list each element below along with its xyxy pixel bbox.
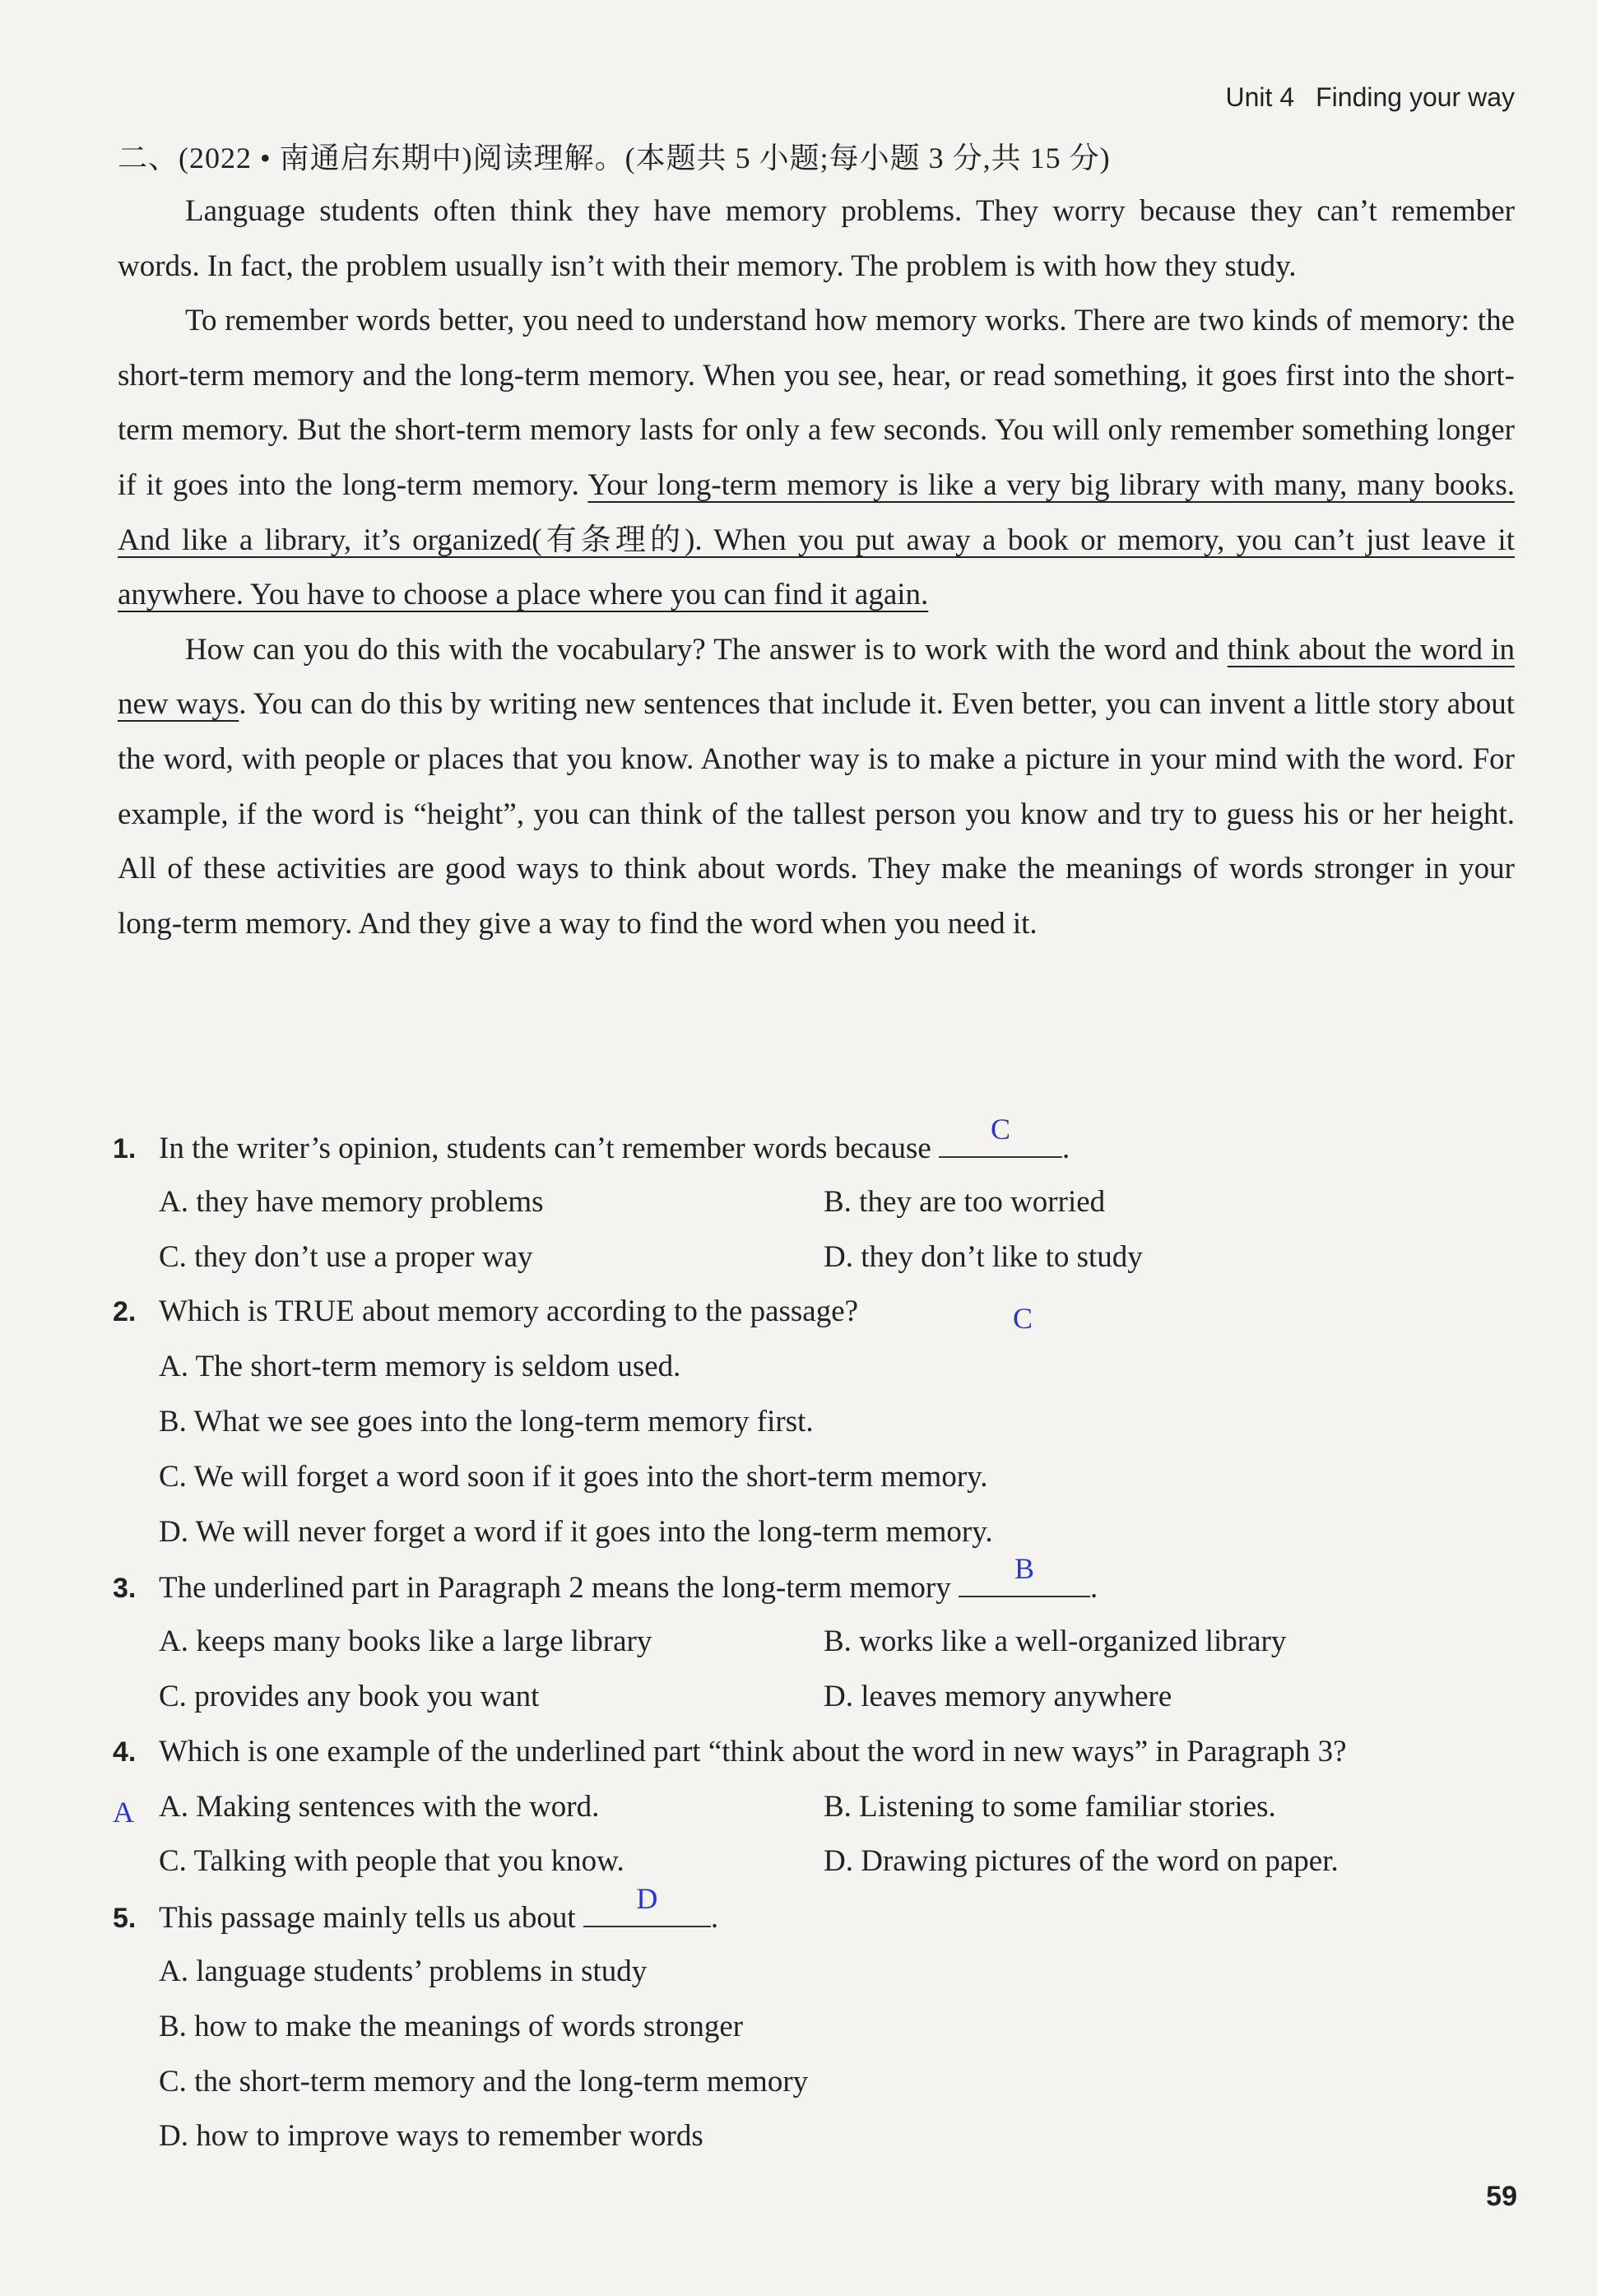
option-row <box>113 1395 1520 1450</box>
option-a[interactable]: A. language students’ problems in study <box>159 1954 648 1988</box>
handwritten-answer: C <box>1013 1302 1033 1336</box>
option-row <box>113 1780 1520 1835</box>
paragraph-2-underlined: Your long-term memory is like a very big library with many, many books. And like a library, it’s organized(有条理的). When you put away a book or memory, you can’t just leave it anywhere. You have to choose a place where you can find it again. <box>118 467 1515 612</box>
option-row <box>113 2055 1520 2110</box>
answer-blank[interactable] <box>959 1552 1090 1597</box>
answer-blank[interactable] <box>583 1882 711 1927</box>
option-c[interactable]: C. Talking with people that you know. <box>159 1844 624 1879</box>
question-period: . <box>710 1901 719 1936</box>
page-header <box>1226 82 1515 113</box>
question-2 <box>113 1285 1520 1340</box>
option-row <box>113 1505 1520 1560</box>
question-stem: In the writer’s opinion, students can’t remember words because <box>159 1132 931 1165</box>
option-b[interactable]: B. What we see goes into the long-term memory first. <box>159 1404 814 1438</box>
question-stem: This passage mainly tells us about <box>159 1901 576 1936</box>
question-number: 3. <box>113 1573 137 1605</box>
paragraph-1: Language students often think they have memory problems. They worry because they can’t remember words. In fact, the problem usually isn’t with their memory. The problem is with how they study. <box>118 194 1515 283</box>
handwritten-answer: B <box>1014 1552 1034 1586</box>
option-a[interactable]: A. The short-term memory is seldom used. <box>159 1350 681 1384</box>
paragraph-2-text: To remember words better, you need to understand how memory works. There are two kinds of memory: the short-term memory and the long-term memory. When you see, hear, or read something, it goes first into the short-term memory. But the short-term memory lasts for only a few seconds. You will only remember something longer if it goes into the long-term memory. <box>118 304 1515 502</box>
paragraph-3-underlined: think about the word in new ways <box>118 632 1515 722</box>
question-period: . <box>1062 1132 1070 1165</box>
unit-label: Unit 4 <box>1225 82 1295 112</box>
question-5 <box>113 1882 1520 1945</box>
handwritten-answer: A <box>113 1795 134 1829</box>
answer-blank[interactable] <box>939 1113 1062 1158</box>
option-row <box>113 1615 1520 1670</box>
question-4 <box>113 1725 1520 1780</box>
question-number: 1. <box>113 1133 137 1164</box>
page-number: 59 <box>1486 2181 1517 2212</box>
option-c[interactable]: C. they don’t use a proper way <box>159 1239 533 1274</box>
option-d[interactable]: D. Drawing pictures of the word on paper. <box>824 1844 1339 1879</box>
question-number: 2. <box>113 1296 137 1328</box>
option-c[interactable]: C. the short-term memory and the long-term memory <box>159 2064 809 2098</box>
option-b[interactable]: B. works like a well-organized library <box>824 1624 1287 1659</box>
option-a[interactable]: A. Making sentences with the word. <box>159 1789 600 1824</box>
option-b[interactable]: B. they are too worried <box>824 1184 1106 1219</box>
option-d[interactable]: D. leaves memory anywhere <box>824 1679 1172 1713</box>
option-row <box>113 1175 1520 1230</box>
question-stem: The underlined part in Paragraph 2 means the long-term memory <box>159 1571 951 1606</box>
question-3 <box>113 1552 1520 1615</box>
question-period: . <box>1089 1571 1098 1606</box>
paragraph-3 <box>118 623 1515 952</box>
option-b[interactable]: B. how to make the meanings of words stronger <box>159 2009 744 2043</box>
option-d[interactable]: D. they don’t like to study <box>824 1239 1143 1274</box>
option-b[interactable]: B. Listening to some familiar stories. <box>824 1789 1276 1824</box>
option-a[interactable]: A. they have memory problems <box>159 1184 544 1219</box>
option-row <box>113 1834 1520 1889</box>
handwritten-answer: C <box>991 1113 1011 1146</box>
paragraph-3-text-after: . You can do this by writing new sentences that include it. Even better, you can invent a little story about the word, with people or places that you know. Another way is to make a picture in your mind with the word. For example, if the word is “height”, you can think of the tallest person you know and try to guess his or her height. All of these activities are good ways to think about words. They make the meanings of words stronger in your long-term memory. And they give a way to find the word when you need it. <box>118 687 1515 941</box>
option-row <box>113 1340 1520 1395</box>
question-number: 5. <box>113 1903 137 1935</box>
option-row <box>113 1230 1520 1285</box>
question-stem: Which is one example of the underlined part “think about the word in new ways” in Paragraph 3? <box>159 1734 1347 1768</box>
option-c[interactable]: C. We will forget a word soon if it goes into the short-term memory. <box>159 1459 988 1494</box>
option-row <box>113 1670 1520 1725</box>
question-number: 4. <box>113 1736 137 1768</box>
option-d[interactable]: D. how to improve ways to remember words <box>159 2119 703 2154</box>
option-a[interactable]: A. keeps many books like a large library <box>159 1624 652 1659</box>
option-row <box>113 1450 1520 1505</box>
question-stem: Which is TRUE about memory according to the passage? <box>159 1294 859 1329</box>
paragraph-2 <box>118 294 1515 623</box>
option-row <box>113 1945 1520 2000</box>
reading-passage <box>118 184 1515 951</box>
question-list <box>113 1113 1520 2164</box>
section-title: 二、(2022 • 南通启东期中)阅读理解。(本题共 5 小题;每小题 3 分,共 15 分) <box>118 142 1111 174</box>
option-d[interactable]: D. We will never forget a word if it goes into the long-term memory. <box>159 1514 993 1549</box>
paragraph-3-text-before: How can you do this with the vocabulary? The answer is to work with the word and <box>185 632 1228 667</box>
question-1 <box>113 1113 1520 1175</box>
option-c[interactable]: C. provides any book you want <box>159 1679 540 1713</box>
option-row <box>113 2109 1520 2164</box>
handwritten-answer: D <box>636 1882 658 1916</box>
unit-title: Finding your way <box>1316 82 1515 112</box>
option-row <box>113 2000 1520 2055</box>
